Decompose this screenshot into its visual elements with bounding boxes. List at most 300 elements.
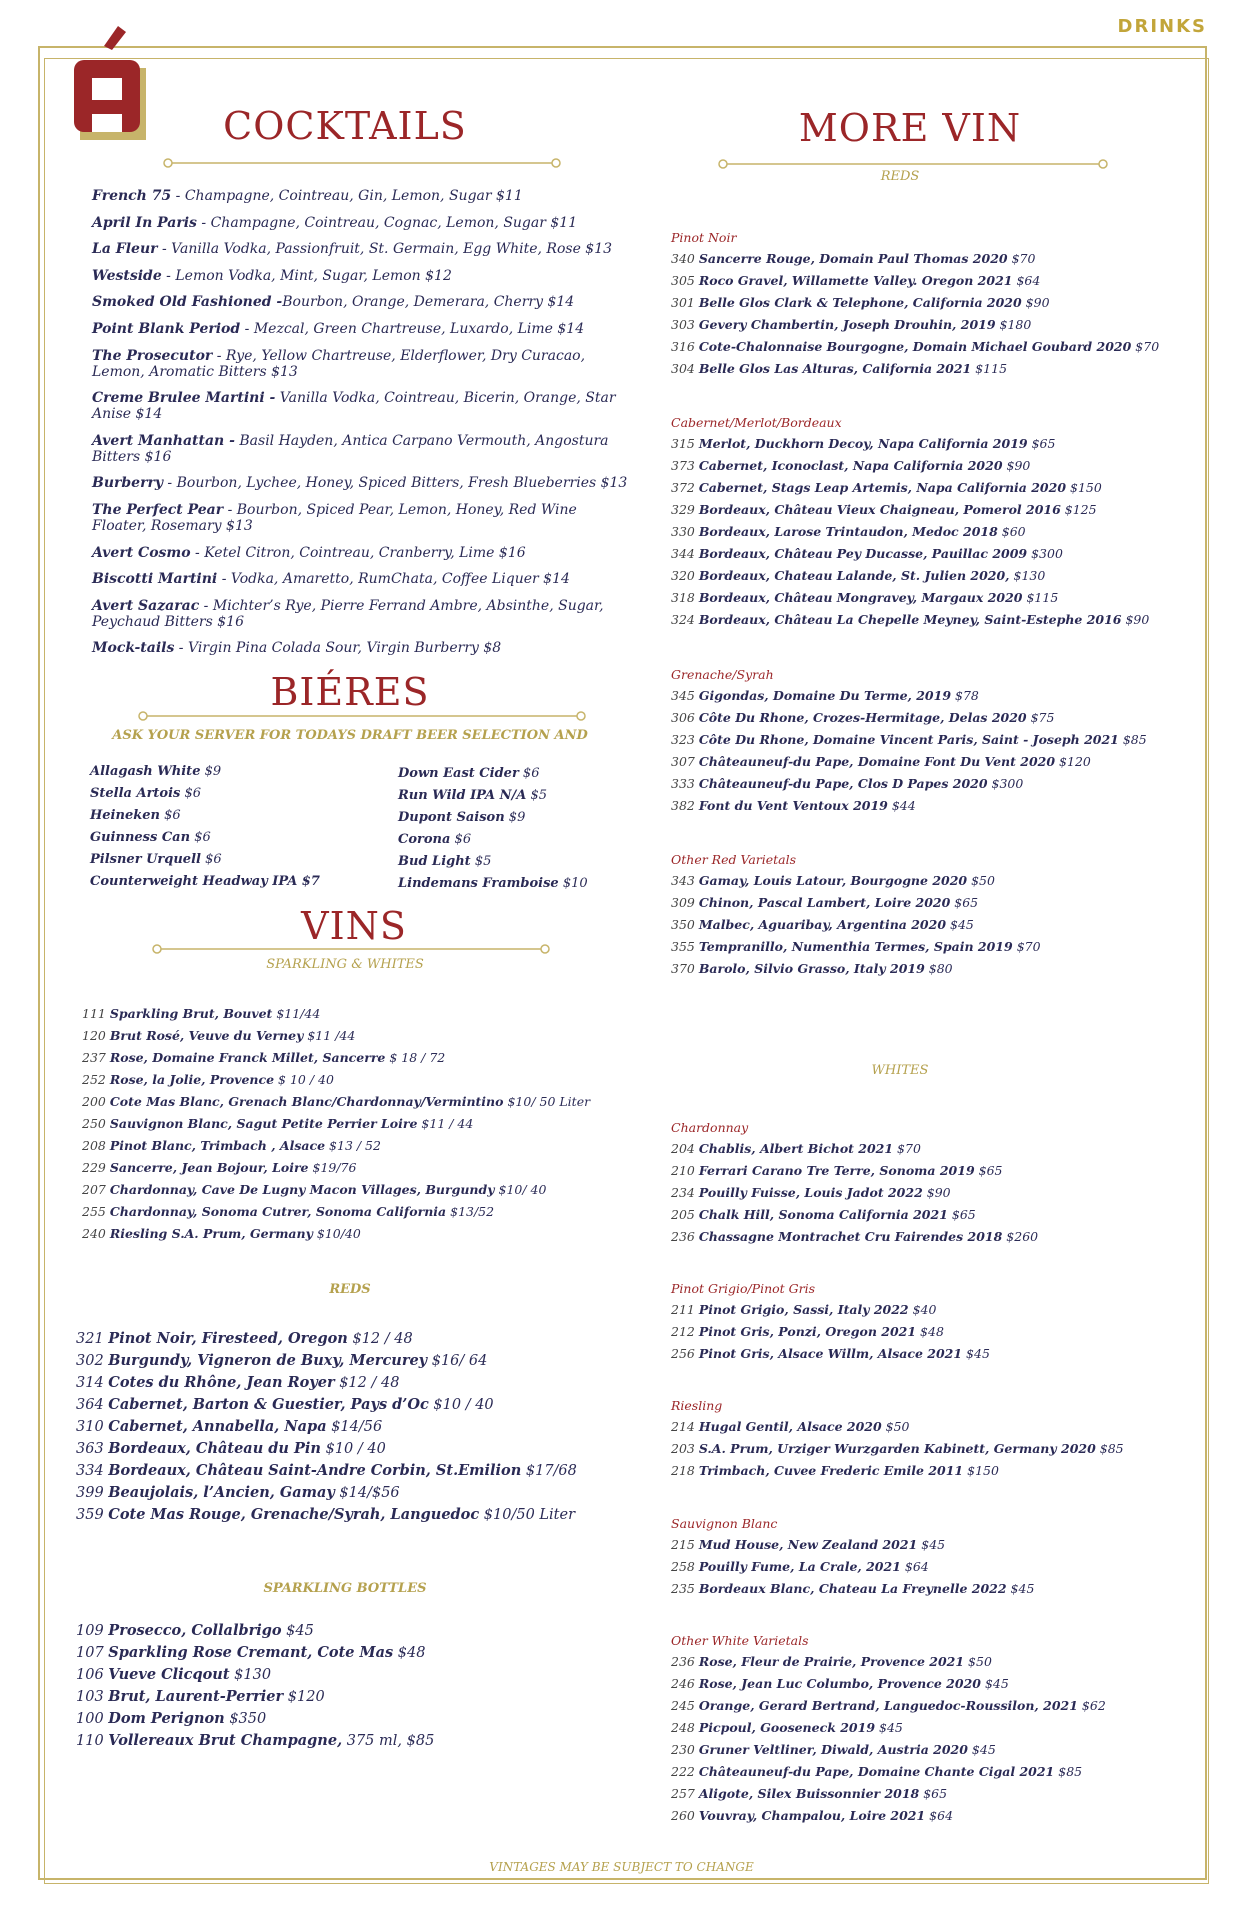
wine-price: 375 ml, $85 — [342, 1733, 435, 1749]
wine-name: Burgundy, Vigneron de Buxy, Mercurey — [108, 1352, 428, 1369]
wine-item — [671, 521, 1211, 543]
beer-name: Allagash White — [90, 764, 201, 779]
vins-reds-label: REDS — [329, 1282, 371, 1297]
cocktail-name: Avert Sazarac — [92, 597, 200, 614]
cocktail-description: Vanilla Vodka, Cointreau, Bicerin, Orange, Star Anise $14 — [92, 390, 616, 423]
wine-name: Vollereaux Brut Champagne, — [108, 1732, 343, 1749]
wine-item — [671, 729, 1211, 751]
cocktail-description: - Ketel Citron, Cointreau, Cranberry, Lime $16 — [190, 544, 526, 561]
wine-price: $115 — [1022, 590, 1059, 605]
beer-price: $5 — [470, 854, 492, 869]
cocktail-description: - Bourbon, Spiced Pear, Lemon, Honey, Red Wine Floater, Rosemary $13 — [92, 501, 577, 534]
wine-price: $45 — [917, 1537, 946, 1552]
cocktail-description: - Virgin Pina Colada Sour, Virgin Burberry $8 — [174, 640, 502, 657]
cocktail-item — [92, 502, 632, 534]
wine-price: $45 — [875, 1720, 903, 1735]
wine-name: Orange, Gerard Bertrand, Languedoc-Roussilon, 2021 — [698, 1698, 1078, 1713]
wine-number: 245 — [671, 1698, 695, 1713]
wine-price: $50 — [964, 1654, 992, 1669]
wine-number: 310 — [76, 1419, 104, 1435]
wine-price: $64 — [1012, 273, 1041, 288]
beer-item — [90, 783, 390, 805]
wine-item — [76, 1664, 636, 1686]
wine-number: 203 — [671, 1441, 695, 1456]
wine-item — [82, 1201, 642, 1223]
wine-number: 330 — [671, 524, 695, 539]
wine-item — [671, 455, 1211, 477]
wine-price: $13/52 — [446, 1204, 495, 1219]
wine-name: Pinot Gris, Ponzi, Oregon 2021 — [698, 1324, 917, 1339]
wine-item — [671, 1460, 1211, 1482]
wine-item — [671, 292, 1211, 314]
wine-price: $150 — [963, 1463, 999, 1478]
cocktail-item — [92, 241, 632, 257]
wine-name: Sancerre Rouge, Domain Paul Thomas 2020 — [698, 251, 1008, 266]
wine-price: $120 — [283, 1689, 325, 1705]
cocktail-description: - Rye, Yellow Chartreuse, Elderflower, Dry Curacao, Lemon, Aromatic Bitters $13 — [92, 347, 586, 380]
wine-name: Pinot Blanc, Trimbach , Alsace — [109, 1138, 326, 1153]
wine-category-label: Sauvignon Blanc — [671, 1516, 778, 1531]
wine-category-group — [671, 1279, 1211, 1365]
wine-number: 235 — [671, 1581, 695, 1596]
wine-name: Riesling S.A. Prum, Germany — [109, 1226, 313, 1241]
wine-number: 100 — [76, 1711, 104, 1727]
wine-item — [671, 336, 1211, 358]
cocktail-description: Basil Hayden, Antica Carpano Vermouth, Angostura Bitters $16 — [92, 432, 609, 465]
wine-number: 260 — [671, 1808, 695, 1823]
cocktail-name: Point Blank Period — [92, 320, 241, 337]
wine-price: $17/68 — [521, 1463, 577, 1479]
wine-name: Pinot Noir, Firesteed, Oregon — [108, 1330, 348, 1347]
wine-number: 210 — [671, 1163, 695, 1178]
wine-price: $90 — [1002, 458, 1031, 473]
wine-name: Châteauneuf-du Pape, Clos D Papes 2020 — [698, 776, 988, 791]
wine-item — [76, 1460, 636, 1482]
beer-name: Bud Light — [398, 854, 471, 869]
wine-category-group — [671, 850, 1211, 980]
wine-price: $65 — [974, 1163, 1003, 1178]
wine-item — [671, 565, 1211, 587]
cocktail-description: - Michter’s Rye, Pierre Ferrand Ambre, Absinthe, Sugar, Peychaud Bitters $16 — [92, 597, 604, 630]
beer-item — [398, 785, 648, 807]
wine-item — [671, 1204, 1211, 1226]
wine-category-group — [671, 1396, 1211, 1482]
wine-price: $50 — [967, 873, 995, 888]
cocktail-name: Burberry — [92, 475, 163, 492]
wine-price: $45 — [1006, 1581, 1035, 1596]
wine-category-label: Riesling — [671, 1398, 723, 1413]
cocktail-name: Westside — [92, 267, 162, 284]
wine-item — [671, 1673, 1211, 1695]
wine-number: 200 — [82, 1094, 106, 1109]
beer-list-right — [398, 763, 648, 895]
wine-number: 302 — [76, 1353, 104, 1369]
wine-item — [671, 1761, 1211, 1783]
wine-name: Cotes du Rhône, Jean Royer — [108, 1374, 335, 1391]
cocktail-item — [92, 188, 632, 204]
wine-name: Trimbach, Cuvee Frederic Emile 2011 — [698, 1463, 964, 1478]
wine-item — [76, 1642, 636, 1664]
bieres-title: BIÉRES — [270, 670, 430, 714]
wine-item — [671, 1182, 1211, 1204]
wine-price: $300 — [1027, 546, 1063, 561]
cocktail-name: The Perfect Pear — [92, 501, 224, 518]
wine-item — [671, 1739, 1211, 1761]
wine-number: 373 — [671, 458, 695, 473]
wine-category-label: Grenache/Syrah — [671, 667, 774, 682]
wine-name: Malbec, Aguaribay, Argentina 2020 — [698, 917, 947, 932]
beer-item — [398, 873, 648, 895]
wine-price: $14/56 — [326, 1419, 383, 1435]
cocktail-item — [92, 215, 632, 231]
wine-name: Bordeaux, Château Saint-Andre Corbin, St.Emilion — [108, 1462, 522, 1479]
wine-item — [671, 1717, 1211, 1739]
cocktail-item — [92, 545, 632, 561]
wine-price: $10/50 Liter — [479, 1507, 576, 1523]
wine-name: Pinot Gris, Alsace Willm, Alsace 2021 — [698, 1346, 963, 1361]
beer-price: $9 — [504, 810, 526, 825]
wine-item — [671, 358, 1211, 380]
wine-name: Sparkling Rose Cremant, Cote Mas — [108, 1644, 394, 1661]
wine-name: Picpoul, Gooseneck 2019 — [698, 1720, 876, 1735]
cocktail-description: - Bourbon, Lychee, Honey, Spiced Bitters, Fresh Blueberries $13 — [162, 475, 628, 492]
wine-item — [82, 1135, 642, 1157]
wine-price: $10 / 40 — [428, 1397, 494, 1413]
wine-item — [671, 707, 1211, 729]
wine-name: Ferrari Carano Tre Terre, Sonoma 2019 — [698, 1163, 975, 1178]
wine-name: Vouvray, Champalou, Loire 2021 — [698, 1808, 926, 1823]
wine-price: $64 — [925, 1808, 954, 1823]
wine-number: 370 — [671, 961, 695, 976]
wine-category-group — [671, 413, 1211, 631]
wine-item — [82, 1113, 642, 1135]
wine-item — [76, 1372, 636, 1394]
wine-number: 111 — [82, 1006, 106, 1021]
wine-price: $10 / 40 — [320, 1441, 386, 1457]
cocktail-item — [92, 598, 632, 630]
wine-number: 344 — [671, 546, 695, 561]
wine-number: 359 — [76, 1507, 104, 1523]
wine-name: Bordeaux, Château Vieux Chaigneau, Pomerol 2016 — [698, 502, 1061, 517]
wine-item — [671, 1578, 1211, 1600]
beer-name: Heineken — [90, 808, 160, 823]
cocktail-description: - Vanilla Vodka, Passionfruit, St. Germain, Egg White, Rose $13 — [157, 241, 613, 258]
wine-name: Mud House, New Zealand 2021 — [698, 1537, 918, 1552]
wine-item — [671, 1138, 1211, 1160]
wine-price: $65 — [947, 1207, 976, 1222]
wine-item — [76, 1394, 636, 1416]
beer-name: Down East Cider — [398, 766, 519, 781]
beer-item — [90, 761, 390, 783]
wine-item — [76, 1328, 636, 1350]
wine-price: $10/ 40 — [494, 1182, 547, 1197]
wine-number: 305 — [671, 273, 695, 288]
cocktail-item — [92, 348, 632, 380]
logo-icon — [74, 18, 156, 140]
wine-item — [671, 433, 1211, 455]
wine-price: $48 — [393, 1645, 426, 1661]
wine-number: 208 — [82, 1138, 106, 1153]
wine-item — [671, 1160, 1211, 1182]
sparkling-whites-list — [82, 1003, 642, 1245]
wine-number: 382 — [671, 798, 695, 813]
bieres-note: ASK YOUR SERVER FOR TODAYS DRAFT BEER SELECTION AND — [112, 728, 588, 743]
wine-price: $45 — [962, 1346, 990, 1361]
beer-item — [398, 807, 648, 829]
wine-name: Gruner Veltliner, Diwald, Austria 2020 — [698, 1742, 968, 1757]
wine-category-label: Other White Varietals — [671, 1633, 809, 1648]
wine-name: Gevery Chambertin, Joseph Drouhin, 2019 — [698, 317, 996, 332]
sparkling-whites-label: SPARKLING & WHITES — [266, 957, 424, 972]
wine-name: Bordeaux, Château du Pin — [108, 1440, 321, 1457]
wine-number: 399 — [76, 1485, 104, 1501]
wine-name: Rose, la Jolie, Provence — [109, 1072, 275, 1087]
wine-price: $85 — [1118, 732, 1147, 747]
beer-price: $6 — [190, 830, 211, 845]
wine-name: Merlot, Duckhorn Decoy, Napa California 2019 — [698, 436, 1028, 451]
beer-price: $6 — [200, 852, 222, 867]
wine-price: $90 — [1121, 612, 1150, 627]
cocktail-name: Smoked Old Fashioned - — [92, 294, 283, 311]
beer-item — [90, 849, 390, 871]
wine-number: 236 — [671, 1654, 695, 1669]
beer-name: Stella Artois — [90, 786, 181, 801]
wine-name: Cote Mas Rouge, Grenache/Syrah, Languedoc — [108, 1506, 480, 1523]
beer-price: $10 — [558, 876, 588, 891]
beer-price: $6 — [159, 808, 181, 823]
wine-number: 205 — [671, 1207, 695, 1222]
wine-price: $ 10 / 40 — [274, 1072, 334, 1087]
wine-name: Châteauneuf-du Pape, Domaine Font Du Vent 2020 — [698, 754, 1056, 769]
wine-item — [671, 1651, 1211, 1673]
wine-number: 329 — [671, 502, 695, 517]
wine-item — [82, 1157, 642, 1179]
wine-number: 323 — [671, 732, 695, 747]
wine-category-label: Chardonnay — [671, 1120, 749, 1135]
more-vin-whites-list — [671, 1118, 1211, 1827]
wine-name: Belle Glos Las Alturas, California 2021 — [698, 361, 972, 376]
wine-price: $85 — [1054, 1764, 1083, 1779]
cocktail-description: - Mezcal, Green Chartreuse, Luxardo, Lime $14 — [240, 320, 585, 337]
wine-item — [82, 1179, 642, 1201]
wine-name: Chalk Hill, Sonoma California 2021 — [698, 1207, 948, 1222]
beer-name: Corona — [398, 832, 451, 847]
wine-item — [671, 587, 1211, 609]
vins-title: VINS — [301, 904, 407, 948]
wine-item — [671, 1783, 1211, 1805]
wine-price: $70 — [1131, 339, 1160, 354]
wine-number: 334 — [76, 1463, 104, 1479]
vins-reds-list — [76, 1328, 636, 1526]
wine-item — [82, 1003, 642, 1025]
cocktails-list — [92, 188, 632, 667]
wine-price: $120 — [1055, 754, 1091, 769]
cocktail-name: La Fleur — [92, 241, 158, 258]
more-vin-whites-label: WHITES — [871, 1063, 929, 1078]
wine-name: Chinon, Pascal Lambert, Loire 2020 — [698, 895, 951, 910]
wine-price: $90 — [922, 1185, 951, 1200]
cocktail-item — [92, 475, 632, 491]
wine-name: Rose, Fleur de Prairie, Provence 2021 — [698, 1654, 965, 1669]
wine-price: $80 — [924, 961, 953, 976]
sparkling-bottles-label: SPARKLING BOTTLES — [263, 1581, 427, 1596]
wine-category-group — [671, 665, 1211, 817]
beer-name: Guinness Can — [90, 830, 191, 845]
wine-item — [82, 1091, 642, 1113]
wine-name: Dom Perignon — [108, 1710, 225, 1727]
wine-name: Sauvignon Blanc, Sagut Petite Perrier Loire — [109, 1116, 418, 1131]
wine-item — [671, 1556, 1211, 1578]
wine-price: $300 — [987, 776, 1024, 791]
wine-number: 309 — [671, 895, 695, 910]
wine-item — [82, 1025, 642, 1047]
wine-price: $130 — [229, 1667, 272, 1683]
wine-number: 215 — [671, 1537, 695, 1552]
wine-name: Sancerre, Jean Bojour, Loire — [109, 1160, 309, 1175]
wine-item — [76, 1730, 636, 1752]
wine-price: $40 — [908, 1302, 937, 1317]
wine-number: 256 — [671, 1346, 695, 1361]
more-vin-title: MORE VIN — [798, 106, 1022, 150]
wine-price: $10/40 — [312, 1226, 361, 1241]
cocktails-divider — [163, 157, 561, 169]
wine-price: $350 — [224, 1711, 267, 1727]
beer-name: Pilsner Urquell — [90, 852, 201, 867]
wine-number: 345 — [671, 688, 695, 703]
wine-name: Bordeaux, Château La Chepelle Meyney, Saint-Estephe 2016 — [698, 612, 1122, 627]
wine-name: Cabernet, Annabella, Napa — [108, 1418, 327, 1435]
wine-item — [671, 870, 1211, 892]
wine-name: Cabernet, Barton & Guestier, Pays d’Oc — [108, 1396, 429, 1413]
section-label: DRINKS — [1117, 16, 1207, 37]
cocktail-item — [92, 433, 632, 465]
wine-price: $45 — [967, 1742, 996, 1757]
wine-name: Bordeaux, Chateau Lalande, St. Julien 2020, — [698, 568, 1010, 583]
wine-item — [671, 892, 1211, 914]
beer-name: Run Wild IPA N/A — [398, 788, 527, 803]
wine-number: 234 — [671, 1185, 695, 1200]
wine-price: $60 — [997, 524, 1026, 539]
wine-number: 324 — [671, 612, 695, 627]
cocktail-name: Creme Brulee Martini - — [92, 390, 276, 407]
cocktail-item — [92, 571, 632, 587]
wine-price: $45 — [281, 1623, 314, 1639]
beer-price: $9 — [200, 764, 222, 779]
wine-name: Bordeaux, Larose Trintaudon, Medoc 2018 — [698, 524, 998, 539]
wine-number: 303 — [671, 317, 695, 332]
wine-name: Chablis, Albert Bichot 2021 — [698, 1141, 894, 1156]
wine-item — [671, 477, 1211, 499]
wine-name: Brut Rosé, Veuve du Verney — [109, 1028, 304, 1043]
wine-name: Côte Du Rhone, Domaine Vincent Paris, Saint - Joseph 2021 — [698, 732, 1119, 747]
wine-number: 204 — [671, 1141, 695, 1156]
wine-number: 222 — [671, 1764, 695, 1779]
wine-number: 106 — [76, 1667, 104, 1683]
wine-item — [671, 1695, 1211, 1717]
wine-item — [671, 248, 1211, 270]
wine-name: Roco Gravel, Willamette Valley. Oregon 2021 — [698, 273, 1013, 288]
wine-price: $13 / 52 — [325, 1138, 381, 1153]
more-vin-reds-label: REDS — [880, 169, 920, 184]
wine-number: 229 — [82, 1160, 106, 1175]
cocktail-description: - Champagne, Cointreau, Gin, Lemon, Sugar $11 — [171, 188, 523, 204]
wine-category-group — [671, 1514, 1211, 1600]
wine-price: $45 — [946, 917, 974, 932]
wine-name: Vueve Clicqout — [108, 1666, 230, 1683]
bieres-divider — [138, 710, 586, 722]
wine-item — [76, 1438, 636, 1460]
wine-number: 333 — [671, 776, 695, 791]
wine-category-group — [671, 1118, 1211, 1248]
beer-name: Dupont Saison — [398, 810, 505, 825]
wine-number: 314 — [76, 1375, 104, 1391]
cocktail-item — [92, 321, 632, 337]
wine-name: Brut, Laurent-Perrier — [108, 1688, 284, 1705]
wine-name: Bordeaux Blanc, Chateau La Freynelle 2022 — [698, 1581, 1007, 1596]
wine-number: 343 — [671, 873, 695, 888]
wine-number: 363 — [76, 1441, 104, 1457]
wine-category-group — [671, 1631, 1211, 1827]
beer-name: Counterweight Headway IPA $7 — [90, 874, 320, 889]
beer-price: $5 — [526, 788, 548, 803]
wine-name: Pouilly Fume, La Crale, 2021 — [698, 1559, 901, 1574]
wine-name: Chassagne Montrachet Cru Fairendes 2018 — [698, 1229, 1003, 1244]
wine-price: $70 — [1012, 939, 1041, 954]
wine-price: $11/44 — [272, 1006, 321, 1021]
wine-name: S.A. Prum, Urziger Wurzgarden Kabinett, Germany 2020 — [698, 1441, 1096, 1456]
sparkling-bottles-list — [76, 1620, 636, 1752]
wine-number: 257 — [671, 1786, 695, 1801]
wine-item — [671, 685, 1211, 707]
wine-item — [671, 1299, 1211, 1321]
wine-name: Cabernet, Iconoclast, Napa California 2020 — [698, 458, 1003, 473]
wine-item — [671, 1321, 1211, 1343]
wine-number: 304 — [671, 361, 695, 376]
cocktail-name: Biscotti Martini — [92, 571, 218, 588]
wine-number: 306 — [671, 710, 695, 725]
wine-category-label: Pinot Noir — [671, 230, 737, 245]
wine-price: $180 — [995, 317, 1032, 332]
wine-name: Prosecco, Collalbrigo — [108, 1622, 282, 1639]
more-vin-reds-list — [671, 228, 1211, 980]
vins-divider — [152, 943, 550, 955]
wine-number: 240 — [82, 1226, 106, 1241]
wine-category-group — [671, 228, 1211, 380]
beer-price: $6 — [450, 832, 472, 847]
cocktail-name: The Prosecutor — [92, 347, 213, 364]
wine-item — [671, 1438, 1211, 1460]
wine-number: 248 — [671, 1720, 695, 1735]
wine-price: $65 — [919, 1786, 948, 1801]
cocktails-title: COCKTAILS — [223, 104, 467, 148]
beer-list-left — [90, 761, 390, 893]
beer-item — [398, 829, 648, 851]
wine-number: 237 — [82, 1050, 106, 1065]
wine-item — [76, 1620, 636, 1642]
cocktail-item — [92, 390, 632, 422]
wine-name: Côte Du Rhone, Crozes-Hermitage, Delas 2020 — [698, 710, 1027, 725]
wine-number: 364 — [76, 1397, 104, 1413]
wine-price: $150 — [1066, 480, 1102, 495]
cocktail-item — [92, 268, 632, 284]
wine-number: 318 — [671, 590, 695, 605]
wine-price: $48 — [916, 1324, 944, 1339]
wine-item — [671, 751, 1211, 773]
wine-number: 350 — [671, 917, 695, 932]
cocktail-name: Mock-tails — [92, 640, 175, 657]
wine-price: $78 — [951, 688, 979, 703]
wine-price: $130 — [1009, 568, 1046, 583]
